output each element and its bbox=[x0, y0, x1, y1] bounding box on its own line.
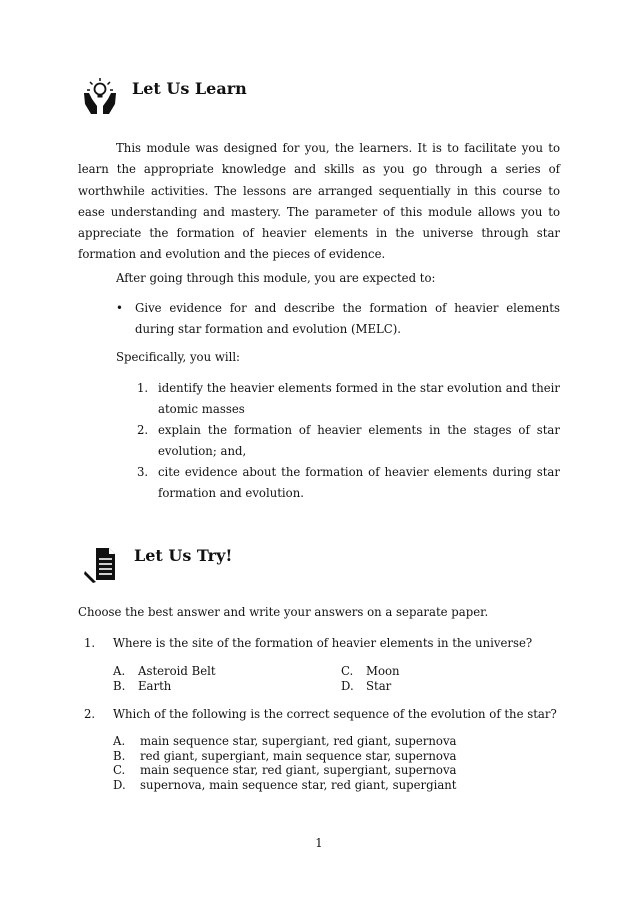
question-1-options-left bbox=[113, 664, 216, 693]
question-text: Where is the site of the formation of heavier elements in the universe? bbox=[113, 636, 533, 650]
idea-hands-icon bbox=[80, 76, 120, 116]
answer-option: D. supernova, main sequence star, red giant, supergiant bbox=[113, 777, 457, 792]
list-item-number: 2. bbox=[137, 423, 149, 437]
objectives-list bbox=[137, 378, 560, 504]
bullet-marker: • bbox=[116, 301, 123, 315]
question-number: 1. bbox=[84, 636, 96, 650]
section-heading-try bbox=[84, 545, 232, 585]
page-number: 1 bbox=[315, 836, 323, 850]
instructions-text: Choose the best answer and write your answers on a separate paper. bbox=[78, 605, 489, 619]
specifically-text: Specifically, you will: bbox=[116, 350, 240, 364]
section-heading-learn bbox=[80, 76, 247, 116]
answer-option: B. red giant, supergiant, main sequence star, supernova bbox=[113, 748, 457, 763]
answer-option: B. Earth bbox=[113, 678, 172, 693]
bullet-text: Give evidence for and describe the formation of heavier elements during star formation and evolution (MELC). bbox=[135, 301, 560, 336]
expected-text: After going through this module, you are expected to: bbox=[116, 271, 436, 285]
list-item-number: 1. bbox=[137, 381, 149, 395]
answer-option: C. main sequence star, red giant, supergiant, supernova bbox=[113, 763, 457, 777]
list-item bbox=[137, 378, 560, 420]
list-item bbox=[137, 420, 560, 462]
question-number: 2. bbox=[84, 707, 96, 721]
intro-paragraph: This module was designed for you, the learners. It is to facilitate you to learn the appropriate knowledge and skills as you go through a series of worthwhile activities. The lessons are arranged sequentially in this course to ease understanding and mastery. The parameter of this module allows you to appreciate the formation of heavier elements in the universe through star formation and evolution and the pieces of evidence. bbox=[78, 141, 560, 262]
answer-option: A. Asteroid Belt bbox=[113, 664, 216, 678]
answer-option: A. main sequence star, supergiant, red giant, supernova bbox=[113, 734, 457, 748]
list-item-text: cite evidence about the formation of heavier elements during star formation and evolution. bbox=[158, 465, 560, 500]
list-item-text: identify the heavier elements formed in the star evolution and their atomic masses bbox=[158, 381, 560, 416]
answer-option: C. Moon bbox=[341, 664, 400, 678]
list-item bbox=[137, 462, 560, 504]
answer-option: D. Star bbox=[341, 678, 392, 693]
list-item-number: 3. bbox=[137, 465, 149, 479]
list-item-text: explain the formation of heavier elements in the stages of star evolution; and, bbox=[158, 423, 560, 458]
question-text: Which of the following is the correct sequence of the evolution of the star? bbox=[113, 707, 557, 721]
question-1-options-right bbox=[341, 664, 400, 693]
question-2-options bbox=[113, 734, 457, 792]
section-title-learn: Let Us Learn bbox=[132, 79, 247, 98]
document-pen-icon bbox=[84, 545, 124, 585]
bullet-item bbox=[116, 298, 560, 340]
section-title-try: Let Us Try! bbox=[134, 546, 233, 565]
